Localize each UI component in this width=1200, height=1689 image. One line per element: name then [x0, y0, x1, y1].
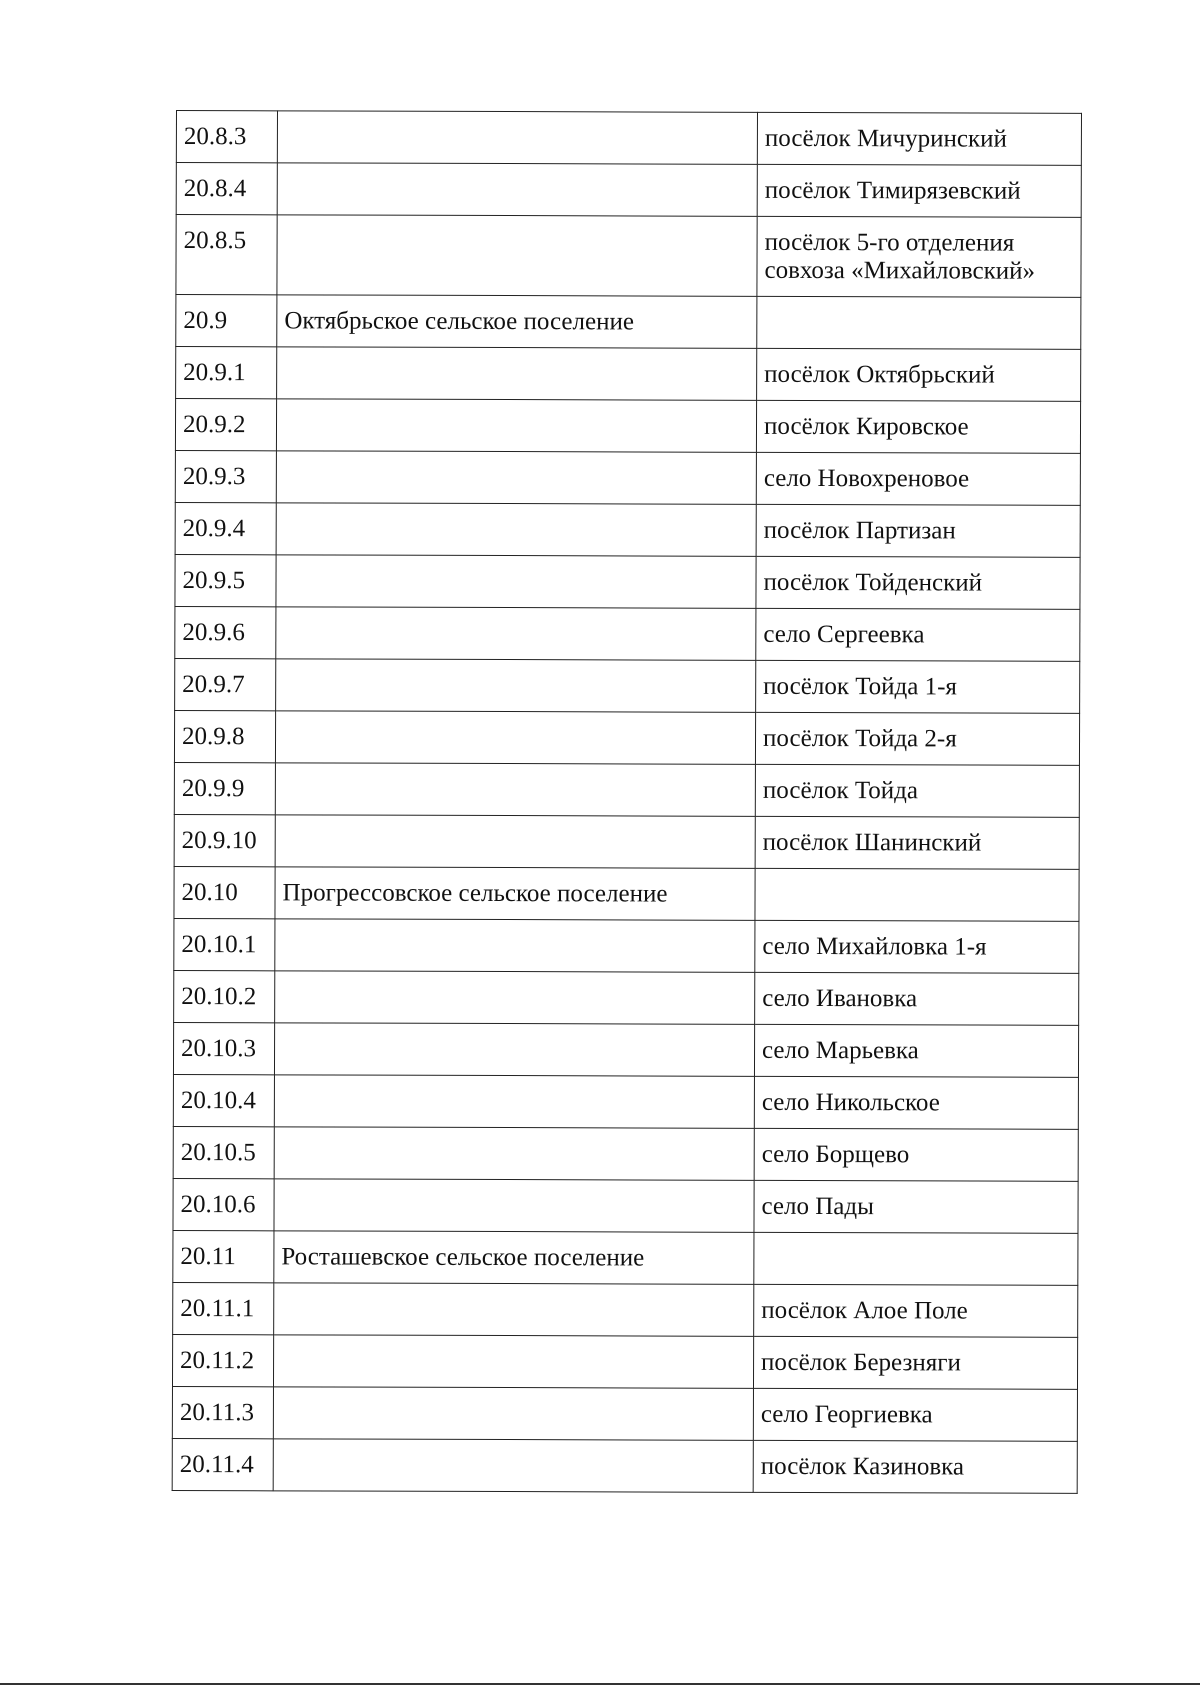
row-code: 20.9.3: [175, 450, 276, 502]
table-row: [176, 347, 1081, 402]
row-settlement: Октябрьское сельское поселение: [277, 295, 757, 349]
row-locality: село Сергеевка: [756, 608, 1080, 661]
table-row: [172, 1386, 1077, 1441]
settlements-table: [172, 110, 1082, 1494]
table-row: [176, 295, 1081, 350]
row-locality: посёлок Казиновка: [753, 1440, 1077, 1493]
table-row: [174, 970, 1079, 1025]
row-locality: посёлок 5-го отделения совхоза «Михайловский»: [757, 216, 1081, 297]
table-row: [173, 1282, 1078, 1337]
row-code: 20.10.2: [174, 970, 275, 1022]
table-row: [173, 1178, 1078, 1233]
table-row: [173, 1126, 1078, 1181]
row-locality: село Ивановка: [755, 972, 1079, 1025]
row-locality: [757, 296, 1081, 349]
row-code: 20.10.5: [173, 1126, 274, 1178]
table-row: [175, 658, 1080, 713]
row-code: 20.10.3: [173, 1022, 274, 1074]
table-row: [173, 1230, 1078, 1285]
row-settlement: [274, 1023, 754, 1077]
row-code: 20.10.6: [173, 1178, 274, 1230]
row-settlement: [273, 1439, 753, 1493]
row-settlement: [277, 163, 757, 217]
row-locality: село Михайловка 1-я: [755, 920, 1079, 973]
row-code: 20.8.4: [176, 163, 277, 215]
table-row: [174, 866, 1079, 921]
table-row: [174, 710, 1079, 765]
row-locality: посёлок Партизан: [756, 504, 1080, 557]
row-code: 20.10: [174, 866, 275, 918]
row-code: 20.8.5: [176, 215, 277, 295]
table-row: [174, 814, 1079, 869]
table-row: [176, 111, 1081, 166]
row-settlement: [276, 555, 756, 609]
page-bottom-rule: [0, 1683, 1200, 1685]
row-locality: село Никольское: [754, 1076, 1078, 1129]
row-locality: село Пады: [754, 1180, 1078, 1233]
row-code: 20.9: [176, 295, 277, 347]
row-code: 20.9.10: [174, 814, 275, 866]
row-code: 20.9.8: [174, 710, 275, 762]
row-settlement: [277, 215, 757, 297]
row-code: 20.11: [173, 1230, 274, 1282]
table-row: [175, 554, 1080, 609]
table-row: [175, 606, 1080, 661]
row-settlement: [277, 111, 757, 165]
row-code: 20.9.1: [176, 347, 277, 399]
row-locality: посёлок Шанинский: [755, 816, 1079, 869]
table-row: [175, 450, 1080, 505]
row-locality: [755, 868, 1079, 921]
row-settlement: Прогрессовское сельское поселение: [275, 867, 755, 921]
row-settlement: [275, 711, 755, 765]
table-row: [174, 918, 1079, 973]
table-row: [173, 1074, 1078, 1129]
row-code: 20.10.4: [173, 1074, 274, 1126]
row-settlement: [274, 1127, 754, 1181]
row-locality: посёлок Октябрьский: [757, 348, 1081, 401]
row-code: 20.9.6: [175, 606, 276, 658]
row-code: 20.11.2: [172, 1334, 273, 1386]
row-locality: село Новохреновое: [756, 452, 1080, 505]
row-locality: посёлок Тойденский: [756, 556, 1080, 609]
row-locality: посёлок Тойда 1-я: [756, 660, 1080, 713]
row-locality: посёлок Тойда: [755, 764, 1079, 817]
row-locality: посёлок Кировское: [756, 400, 1080, 453]
table-row: [174, 762, 1079, 817]
row-settlement: [275, 971, 755, 1025]
table-row: [176, 215, 1081, 298]
row-settlement: [276, 503, 756, 557]
row-code: 20.8.3: [176, 111, 277, 163]
row-settlement: [274, 1283, 754, 1337]
row-settlement: [274, 1179, 754, 1233]
row-code: 20.9.5: [175, 554, 276, 606]
row-locality: посёлок Березняги: [753, 1336, 1077, 1389]
row-locality: посёлок Тимирязевский: [757, 164, 1081, 217]
row-settlement: [275, 815, 755, 869]
row-settlement: [273, 1387, 753, 1441]
row-locality: посёлок Мичуринский: [757, 112, 1081, 165]
row-locality: село Георгиевка: [753, 1388, 1077, 1441]
row-code: 20.9.9: [174, 762, 275, 814]
table-row: [175, 502, 1080, 557]
table-row: [173, 1022, 1078, 1077]
row-locality: посёлок Тойда 2-я: [755, 712, 1079, 765]
row-settlement: [273, 1335, 753, 1389]
row-code: 20.9.7: [175, 658, 276, 710]
row-settlement: [275, 763, 755, 817]
row-code: 20.11.1: [173, 1282, 274, 1334]
row-settlement: [276, 399, 756, 453]
table-row: [175, 399, 1080, 454]
settlements-table-body: [172, 111, 1081, 1494]
row-code: 20.9.4: [175, 502, 276, 554]
row-code: 20.10.1: [174, 918, 275, 970]
row-code: 20.11.3: [172, 1386, 273, 1438]
table-row: [172, 1334, 1077, 1389]
row-code: 20.9.2: [175, 399, 276, 451]
row-locality: село Борщево: [754, 1128, 1078, 1181]
table-row: [172, 1438, 1077, 1493]
row-locality: село Марьевка: [754, 1024, 1078, 1077]
row-settlement: [277, 347, 757, 401]
row-settlement: [276, 451, 756, 505]
row-settlement: [276, 659, 756, 713]
row-locality: посёлок Алое Поле: [754, 1284, 1078, 1337]
row-settlement: [276, 607, 756, 661]
table-row: [176, 163, 1081, 218]
row-settlement: [275, 919, 755, 973]
row-settlement: Росташевское сельское поселение: [274, 1231, 754, 1285]
row-code: 20.11.4: [172, 1438, 273, 1490]
row-settlement: [274, 1075, 754, 1129]
row-locality: [754, 1232, 1078, 1285]
